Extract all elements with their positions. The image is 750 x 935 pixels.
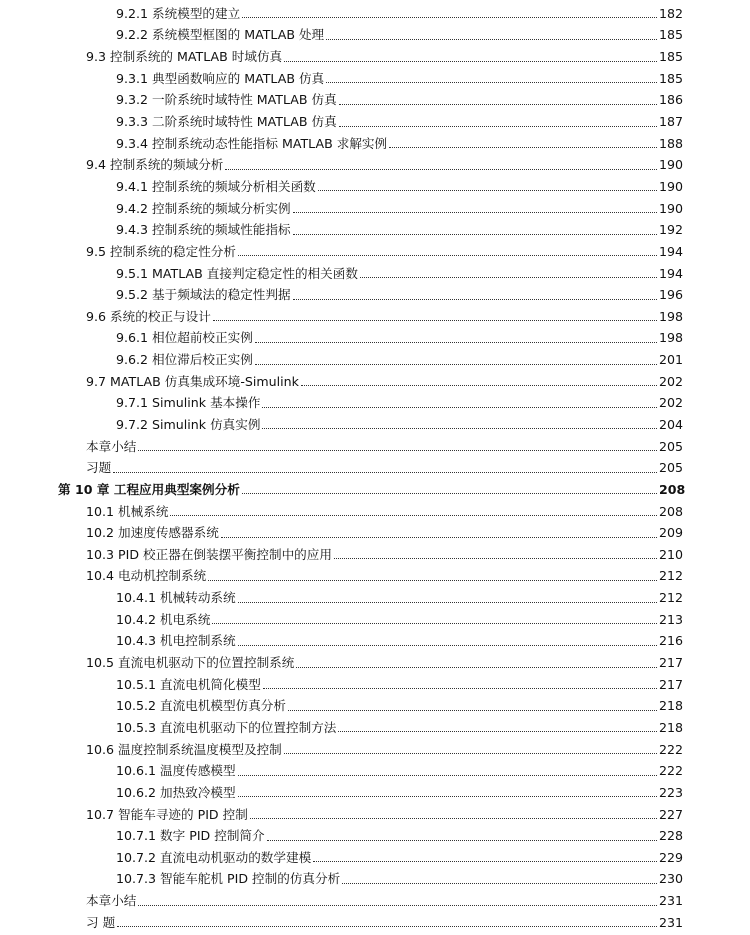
dot-leader (313, 861, 657, 862)
toc-entry-page: 212 (659, 568, 684, 584)
toc-entry-title: 9.4 控制系统的频域分析 (86, 157, 224, 173)
toc-entry-title: 10.3 PID 校正器在倒装摆平衡控制中的应用 (86, 546, 332, 562)
toc-entry-page: 231 (659, 893, 684, 909)
toc-entry (0, 717, 750, 739)
toc-entry-page: 213 (659, 611, 684, 627)
dot-leader (170, 515, 657, 516)
toc-entry (0, 263, 750, 285)
dot-leader (339, 126, 657, 127)
toc-entry-page: 187 (659, 114, 684, 130)
toc-entry-title: 本章小结 (86, 893, 137, 909)
toc-entry (0, 349, 750, 371)
toc-entry-page: 192 (659, 222, 684, 238)
toc-entry-page: 218 (659, 698, 684, 714)
toc-entry (0, 696, 750, 718)
dot-leader (326, 82, 657, 83)
toc-entry (0, 3, 750, 25)
toc-entry (0, 566, 750, 588)
toc-entry (0, 284, 750, 306)
toc-entry-title: 9.2.2 系统模型框图的 MATLAB 处理 (116, 27, 325, 43)
toc-entry-page: 202 (659, 395, 684, 411)
toc-entry (0, 68, 750, 90)
toc-entry-title: 10.4 电动机控制系统 (86, 568, 207, 584)
toc-entry (0, 890, 750, 912)
toc-entry-title: 10.2 加速度传感器系统 (86, 525, 219, 541)
toc-entry-title: 9.3.1 典型函数响应的 MATLAB 仿真 (116, 70, 325, 86)
toc-entry-title: 10.6.2 加热致冷模型 (116, 784, 236, 800)
toc-entry-title: 9.5.2 基于频域法的稳定性判据 (116, 287, 291, 303)
toc-entry-title: 9.3.4 控制系统动态性能指标 MATLAB 求解实例 (116, 135, 388, 151)
toc-entry-page: 210 (659, 546, 684, 562)
dot-leader (360, 277, 657, 278)
toc-entry-page: 222 (659, 741, 684, 757)
toc-entry-page: 202 (659, 373, 684, 389)
dot-leader (238, 796, 657, 797)
toc-entry-title: 9.3.3 二阶系统时域特性 MATLAB 仿真 (116, 114, 337, 130)
dot-leader (262, 407, 657, 408)
toc-entry-page: 231 (659, 914, 684, 930)
toc-entry (0, 501, 750, 523)
dot-leader (284, 753, 657, 754)
toc-entry (0, 825, 750, 847)
dot-leader (293, 299, 657, 300)
toc-entry (0, 306, 750, 328)
toc-entry (0, 176, 750, 198)
toc-entry-page: 217 (659, 655, 684, 671)
toc-entry-title: 习 题 (86, 914, 116, 930)
toc-entry-title: 9.7.1 Simulink 基本操作 (116, 395, 261, 411)
dot-leader (288, 710, 657, 711)
toc-entry-title: 10.1 机械系统 (86, 503, 169, 519)
toc-entry-title: 10.6.1 温度传感模型 (116, 763, 236, 779)
toc-entry-title: 10.7.3 智能车舵机 PID 控制的仿真分析 (116, 871, 341, 887)
toc-entry-page: 185 (659, 49, 684, 65)
toc-entry-title: 10.4.3 机电控制系统 (116, 633, 236, 649)
dot-leader (334, 558, 657, 559)
toc-entry (0, 198, 750, 220)
toc-entry-title: 10.7.2 直流电动机驱动的数学建模 (116, 849, 312, 865)
toc-entry-page: 217 (659, 676, 684, 692)
dot-leader (326, 39, 657, 40)
dot-leader (212, 623, 657, 624)
dot-leader (138, 905, 657, 906)
toc-entry-page: 216 (659, 633, 684, 649)
toc-entry (0, 436, 750, 458)
toc-entry-title: 9.5 控制系统的稳定性分析 (86, 243, 236, 259)
toc-entry-title: 9.3.2 一阶系统时域特性 MATLAB 仿真 (116, 92, 337, 108)
dot-leader (389, 147, 657, 148)
dot-leader (225, 169, 657, 170)
dot-leader (208, 580, 657, 581)
toc-entry-title: 10.5 直流电机驱动下的位置控制系统 (86, 655, 295, 671)
toc-entry-page: 212 (659, 590, 684, 606)
toc-entry (0, 133, 750, 155)
dot-leader (262, 428, 657, 429)
dot-leader (293, 234, 657, 235)
toc-entry (0, 328, 750, 350)
toc-entry (0, 544, 750, 566)
dot-leader (284, 61, 657, 62)
dot-leader (117, 926, 657, 927)
toc-entry-title: 9.6.1 相位超前校正实例 (116, 330, 253, 346)
toc-entry-page: 190 (659, 200, 684, 216)
dot-leader (339, 104, 657, 105)
toc-entry (0, 609, 750, 631)
toc-entry (0, 154, 750, 176)
toc-entry (0, 760, 750, 782)
dot-leader (138, 450, 657, 451)
toc-entry-page: 223 (659, 784, 684, 800)
toc-entry-page: 190 (659, 157, 684, 173)
toc-entry (0, 587, 750, 609)
dot-leader (242, 17, 657, 18)
toc-entry-page: 185 (659, 27, 684, 43)
dot-leader (255, 364, 657, 365)
toc-entry-title: 习题 (86, 460, 112, 476)
toc-entry (0, 652, 750, 674)
dot-leader (255, 342, 657, 343)
toc-entry-page: 182 (659, 5, 684, 21)
toc-entry-page: 229 (659, 849, 684, 865)
toc-entry-title: 9.2.1 系统模型的建立 (116, 5, 241, 21)
dot-leader (342, 883, 657, 884)
dot-leader (238, 775, 657, 776)
toc-entry (0, 631, 750, 653)
toc-entry-page: 194 (659, 243, 684, 259)
dot-leader (242, 493, 657, 494)
toc-entry (0, 782, 750, 804)
dot-leader (250, 818, 657, 819)
toc-entry (0, 869, 750, 891)
toc-entry-page: 198 (659, 330, 684, 346)
toc-entry-title: 9.7 MATLAB 仿真集成环境-Simulink (86, 373, 299, 389)
toc-entry (0, 46, 750, 68)
toc-entry (0, 912, 750, 934)
toc-entry-page: 194 (659, 265, 684, 281)
toc-entry-title: 第 10 章 工程应用典型案例分析 (58, 481, 240, 497)
toc-entry-page: 185 (659, 70, 684, 86)
toc-entry (0, 90, 750, 112)
toc-entry-page: 190 (659, 178, 684, 194)
dot-leader (296, 667, 657, 668)
toc-entry-page: 205 (659, 438, 684, 454)
dot-leader (301, 385, 657, 386)
toc-entry (0, 457, 750, 479)
toc-entry-title: 10.4.2 机电系统 (116, 611, 211, 627)
toc-entry-page: 222 (659, 763, 684, 779)
toc-entry-title: 9.5.1 MATLAB 直接判定稳定性的相关函数 (116, 265, 358, 281)
toc-entry-title: 10.5.2 直流电机模型仿真分析 (116, 698, 286, 714)
dot-leader (221, 537, 657, 538)
dot-leader (318, 190, 657, 191)
toc-entry-page: 218 (659, 719, 684, 735)
toc-entry-title: 9.6.2 相位滞后校正实例 (116, 352, 253, 368)
toc-entry (0, 414, 750, 436)
toc-entry-page: 188 (659, 135, 684, 151)
toc-entry (0, 847, 750, 869)
toc-entry-title: 9.3 控制系统的 MATLAB 时域仿真 (86, 49, 283, 65)
toc-entry-page: 208 (659, 481, 686, 497)
dot-leader (238, 255, 657, 256)
toc-entry-page: 198 (659, 308, 684, 324)
toc-entry (0, 674, 750, 696)
toc-entry-title: 10.5.3 直流电机驱动下的位置控制方法 (116, 719, 337, 735)
toc-entry-title: 9.4.1 控制系统的频域分析相关函数 (116, 178, 316, 194)
toc-entry (0, 522, 750, 544)
toc-entry-page: 201 (659, 352, 684, 368)
dot-leader (263, 688, 657, 689)
toc-entry-page: 208 (659, 503, 684, 519)
toc-entry-page: 205 (659, 460, 684, 476)
dot-leader (338, 731, 657, 732)
toc-entry-title: 9.4.2 控制系统的频域分析实例 (116, 200, 291, 216)
toc-entry-title: 10.4.1 机械转动系统 (116, 590, 236, 606)
toc-entry (0, 804, 750, 826)
toc-entry-page: 204 (659, 416, 684, 432)
toc-entry-title: 10.5.1 直流电机简化模型 (116, 676, 261, 692)
toc-entry (0, 241, 750, 263)
dot-leader (238, 645, 657, 646)
dot-leader (293, 212, 657, 213)
toc-entry-page: 227 (659, 806, 684, 822)
dot-leader (213, 320, 657, 321)
toc-entry (0, 25, 750, 47)
toc-entry-title: 10.7.1 数字 PID 控制简介 (116, 828, 265, 844)
toc-entry (0, 371, 750, 393)
toc-entry-page: 196 (659, 287, 684, 303)
toc-entry-title: 9.6 系统的校正与设计 (86, 308, 211, 324)
toc-entry-title: 10.7 智能车寻迹的 PID 控制 (86, 806, 248, 822)
toc-entry (0, 111, 750, 133)
toc-entry-title: 10.6 温度控制系统温度模型及控制 (86, 741, 282, 757)
toc-entry (0, 739, 750, 761)
toc-entry (0, 393, 750, 415)
dot-leader (267, 840, 657, 841)
table-of-contents (0, 3, 750, 934)
toc-entry-page: 209 (659, 525, 684, 541)
dot-leader (238, 602, 657, 603)
toc-entry-page: 230 (659, 871, 684, 887)
toc-entry-page: 186 (659, 92, 684, 108)
toc-entry-title: 9.7.2 Simulink 仿真实例 (116, 416, 261, 432)
toc-entry (0, 479, 750, 501)
toc-entry-page: 228 (659, 828, 684, 844)
toc-entry-title: 本章小结 (86, 438, 137, 454)
toc-entry-title: 9.4.3 控制系统的频域性能指标 (116, 222, 291, 238)
dot-leader (113, 472, 657, 473)
toc-entry (0, 219, 750, 241)
